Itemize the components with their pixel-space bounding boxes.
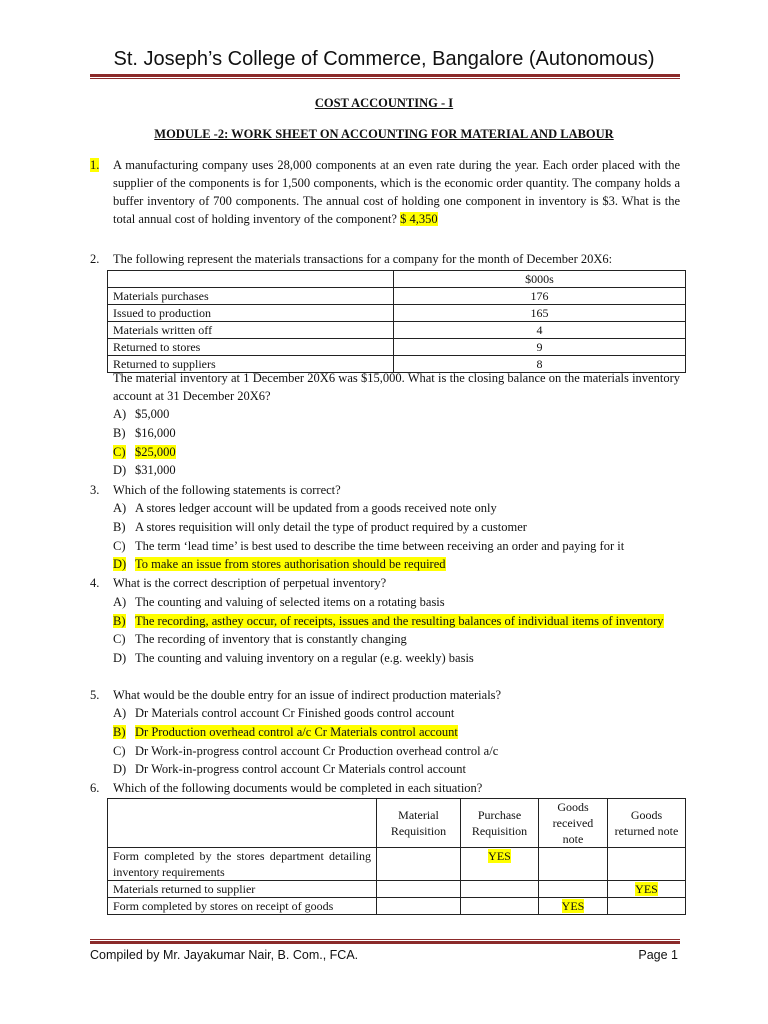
question-text: What would be the double entry for an issue of indirect production materials? [113,688,502,702]
option-correct: B) Dr Production overhead control a/c Cr Materials control account [113,724,458,739]
option-correct: B) The recording, asthey occur, of receipts, issues and the resulting balances of individual items of inventory [113,613,664,628]
table-row [108,898,686,915]
question-4 [90,574,680,592]
column-header: Goods received note [539,799,608,848]
module-title: MODULE -2: WORK SHEET ON ACCOUNTING FOR MATERIAL AND LABOUR [154,127,614,141]
footer-rule-thin [90,939,680,940]
question-text: What is the correct description of perpetual inventory? [113,576,387,590]
option: C) Dr Work-in-progress control account Cr Production overhead control a/c [113,743,499,758]
row-label: Materials returned to supplier [108,881,377,898]
question-text: Which of the following documents would be completed in each situation? [113,781,483,795]
row-value: 8 [394,356,686,373]
footer-rule-thick [90,941,680,944]
question-text: The following represent the materials transactions for a company for the month of December 20X6: [113,252,613,266]
materials-transactions-table [107,270,686,373]
option: A) $5,000 [113,407,170,421]
row-value: 9 [394,339,686,356]
row-value: 165 [394,305,686,322]
row-value: 176 [394,288,686,305]
question-3 [90,481,680,499]
table-row [108,339,686,356]
course-title: COST ACCOUNTING - I [314,96,454,110]
question-2-options [113,405,683,480]
option-correct: D) To make an issue from stores authorisation should be required [113,557,446,572]
row-label: Returned to suppliers [108,356,394,373]
table-header: $000s [394,271,686,288]
option: A) Dr Materials control account Cr Finished goods control account [113,706,455,720]
table-row [108,322,686,339]
question-number: 2. [90,252,100,266]
option: C) The recording of inventory that is constantly changing [113,631,407,646]
question-5 [90,686,680,704]
documents-table [107,798,686,915]
question-number: 5. [90,688,100,702]
table-row [108,288,686,305]
column-header: Purchase Requisition [461,799,539,848]
row-label: Materials written off [108,322,394,339]
option: D) The counting and valuing inventory on a regular (e.g. weekly) basis [113,650,474,665]
table-row [108,881,686,898]
question-number: 6. [90,781,100,795]
table-row [108,271,686,288]
answer-highlight: $ 4,350 [400,212,438,226]
question-text: A manufacturing company uses 28,000 components at an even rate during the year. Each order placed with the supplier of the components is for 1,500 components, which is the economic order quantity. The company holds a buffer inventory of 700 components. The annual cost of holding one component in inventory is $3. What is the total annual cost of holding inventory of the component? $ 4,350 [113,158,680,226]
question-2 [90,250,680,268]
question-6 [90,779,680,797]
answer-cell: YES [539,898,608,915]
table-header-row [108,799,686,848]
option: B) A stores requisition will only detail the type of product required by a customer [113,519,527,534]
question-1 [90,156,680,228]
option: A) The counting and valuing of selected items on a rotating basis [113,595,445,609]
row-label: Form completed by the stores department detailing inventory requirements [108,848,377,881]
question-number: 1. [90,158,100,172]
table-row [108,848,686,881]
option: D) $31,000 [113,463,176,478]
option: D) Dr Work-in-progress control account Cr Materials control account [113,762,466,777]
question-text: The material inventory at 1 December 20X6 was $15,000. What is the closing balance on the materials inventory account at 31 December 20X6? [113,371,680,403]
row-label: Returned to stores [108,339,394,356]
row-value: 4 [394,322,686,339]
row-label: Materials purchases [108,288,394,305]
question-5-options [113,704,683,779]
header-rule-thin [90,78,680,79]
option: B) $16,000 [113,425,176,440]
answer-cell: YES [608,881,686,898]
question-3-options [113,499,683,574]
column-header: Goods returned note [608,799,686,848]
header-rule-thick [90,74,680,77]
question-number: 3. [90,483,100,497]
answer-cell: YES [461,848,539,881]
table-row [108,305,686,322]
footer-compiled-by: Compiled by Mr. Jayakumar Nair, B. Com., FCA. [90,948,359,962]
column-header: Material Requisition [377,799,461,848]
option: C) The term ‘lead time’ is best used to describe the time between receiving an order and paying for it [113,538,625,553]
question-number: 4. [90,576,100,590]
college-header: St. Joseph’s College of Commerce, Bangalore (Autonomous) [113,48,655,70]
row-label: Issued to production [108,305,394,322]
question-text: Which of the following statements is correct? [113,483,341,497]
option: A) A stores ledger account will be updated from a goods received note only [113,501,497,515]
footer-page-number: Page 1 [638,948,678,962]
option-correct: C) $25,000 [113,444,176,459]
row-label: Form completed by stores on receipt of goods [108,898,377,915]
question-4-options [113,593,683,667]
question-2-continued [90,369,680,405]
